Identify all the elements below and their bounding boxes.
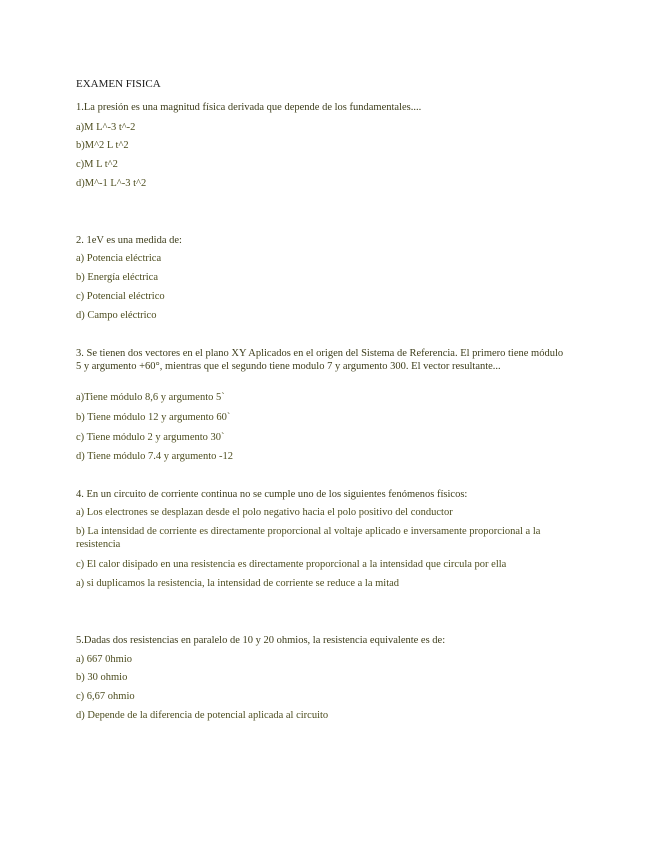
question-3-option-b: b) Tiene módulo 12 y argumento 60` xyxy=(76,412,231,423)
question-5-option-b: b) 30 ohmio xyxy=(76,672,128,683)
question-1-option-d: d)M^-1 L^-3 t^2 xyxy=(76,178,147,189)
question-3-option-d: d) Tiene módulo 7.4 y argumento -12 xyxy=(76,451,234,462)
question-4-option-d: a) si duplicamos la resistencia, la intensidad de corriente se reduce a la mitad xyxy=(76,578,400,589)
exam-title: EXAMEN FISICA xyxy=(76,78,161,90)
question-4-option-c: c) El calor disipado en una resistencia es directamente proporcional a la intensidad que circula por ella xyxy=(76,559,507,570)
question-2-option-d: d) Campo eléctrico xyxy=(76,310,157,321)
question-2-text: 2. 1eV es una medida de: xyxy=(76,235,182,246)
question-2-option-c: c) Potencial eléctrico xyxy=(76,291,165,302)
question-1-option-b: b)M^2 L t^2 xyxy=(76,140,129,151)
question-3-text: 3. Se tienen dos vectores en el plano XY Aplicados en el origen del Sistema de Referencia. El primero tiene módulo 5 y argumento +60°, mientras que el segundo tiene modulo 7 y argumento 300. El vector resultante... xyxy=(76,348,564,372)
question-5-option-a: a) 667 0hmio xyxy=(76,654,132,665)
question-1-option-a: a)M L^-3 t^-2 xyxy=(76,122,136,133)
question-3-option-a: a)Tiene módulo 8,6 y argumento 5` xyxy=(76,392,225,403)
question-1-option-c: c)M L t^2 xyxy=(76,159,118,170)
question-4-text: 4. En un circuito de corriente continua no se cumple uno de los siguientes fenómenos físicos: xyxy=(76,489,468,500)
question-5-option-c: c) 6,67 ohmio xyxy=(76,691,135,702)
question-2-option-b: b) Energía eléctrica xyxy=(76,272,159,283)
question-4-option-b: b) La intensidad de corriente es directamente proporcional al voltaje aplicado e inversamente proporcional a la resistencia xyxy=(76,526,541,550)
question-3-option-c: c) Tiene módulo 2 y argumento 30` xyxy=(76,432,225,443)
question-1-text: 1.La presión es una magnitud física derivada que depende de los fundamentales.... xyxy=(76,102,422,113)
question-5-text: 5.Dadas dos resistencias en paralelo de 10 y 20 ohmios, la resistencia equivalente es de: xyxy=(76,635,446,646)
question-4-option-a: a) Los electrones se desplazan desde el polo negativo hacia el polo positivo del conductor xyxy=(76,507,453,518)
question-5-option-d: d) Depende de la diferencia de potencial aplicada al circuito xyxy=(76,710,329,721)
question-2-option-a: a) Potencia eléctrica xyxy=(76,253,162,264)
